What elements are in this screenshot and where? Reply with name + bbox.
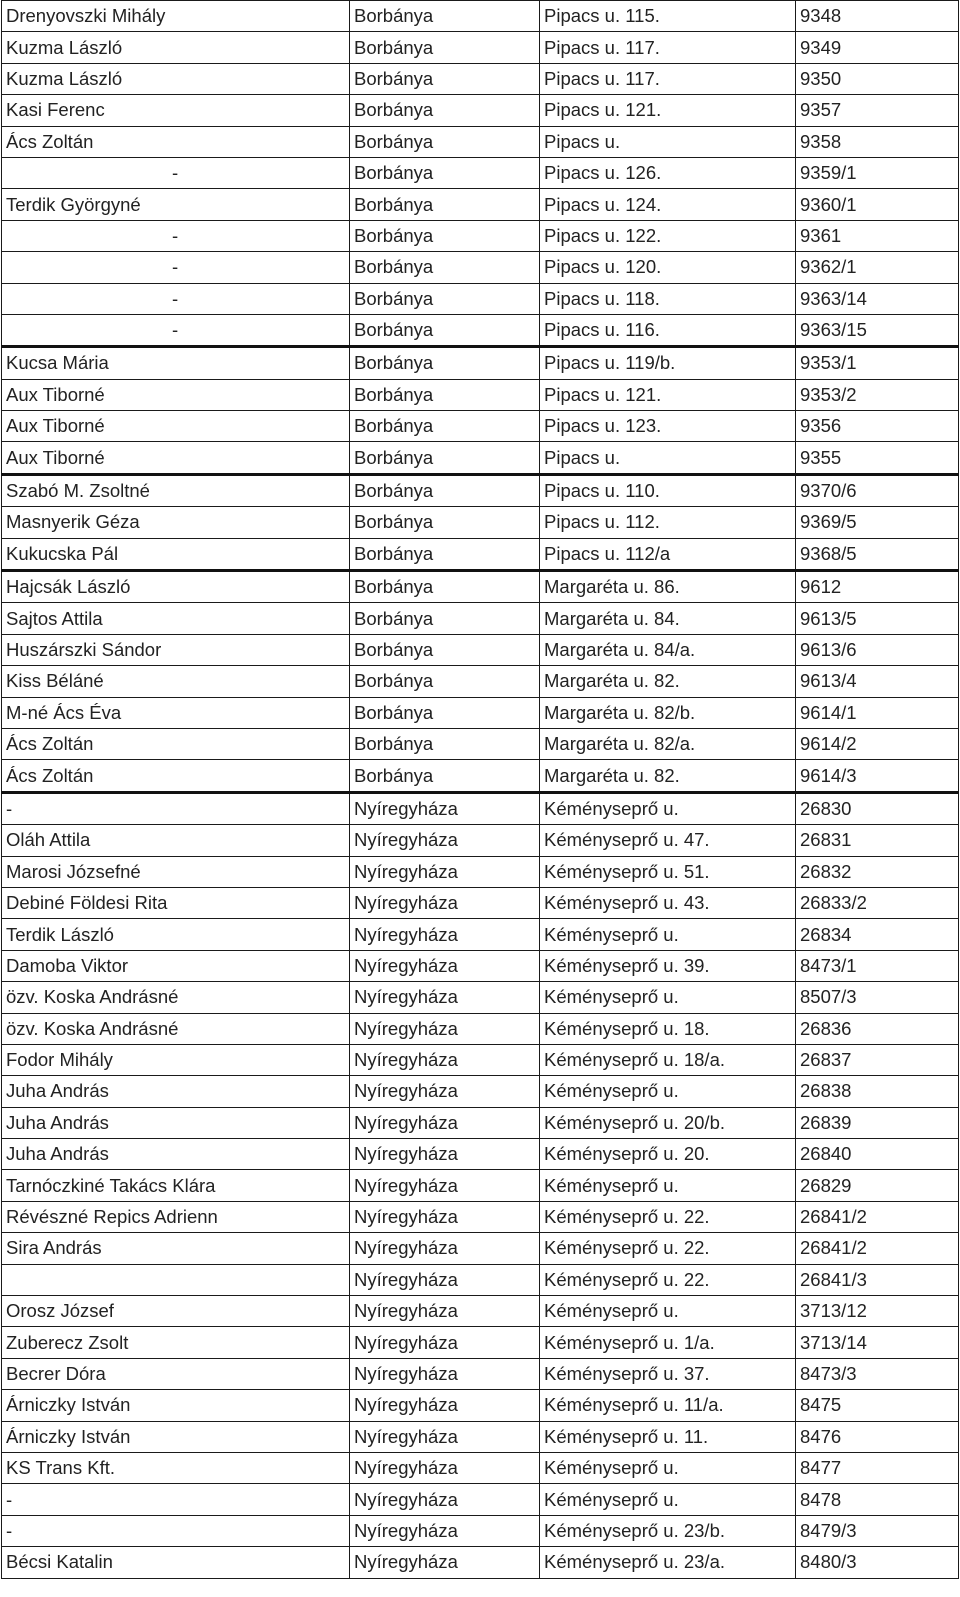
table-row <box>2 634 959 665</box>
table-row <box>2 1264 959 1295</box>
street-cell: Kéményseprő u. 23/b. <box>540 1515 796 1546</box>
street-cell: Kéményseprő u. 22. <box>540 1233 796 1264</box>
owner-cell: Révészné Repics Adrienn <box>2 1201 350 1232</box>
table-row <box>2 32 959 63</box>
street-cell: Kéményseprő u. 22. <box>540 1264 796 1295</box>
city-cell: Borbánya <box>350 189 540 220</box>
parcel-cell: 9361 <box>796 220 959 251</box>
city-cell: Nyíregyháza <box>350 792 540 824</box>
street-cell: Margaréta u. 86. <box>540 571 796 603</box>
parcel-cell: 9359/1 <box>796 157 959 188</box>
city-cell: Borbánya <box>350 126 540 157</box>
parcel-cell: 9355 <box>796 442 959 474</box>
parcel-cell: 9363/14 <box>796 283 959 314</box>
table-row <box>2 189 959 220</box>
table-row <box>2 1 959 32</box>
table-row <box>2 1044 959 1075</box>
street-cell: Pipacs u. 118. <box>540 283 796 314</box>
city-cell: Borbánya <box>350 760 540 792</box>
street-cell: Kéményseprő u. <box>540 1170 796 1201</box>
table-row <box>2 603 959 634</box>
street-cell: Margaréta u. 84. <box>540 603 796 634</box>
owner-cell: Juha András <box>2 1139 350 1170</box>
street-cell: Margaréta u. 82. <box>540 760 796 792</box>
city-cell: Nyíregyháza <box>350 1264 540 1295</box>
street-cell: Margaréta u. 82/a. <box>540 728 796 759</box>
city-cell: Nyíregyháza <box>350 1233 540 1264</box>
parcel-cell: 8479/3 <box>796 1515 959 1546</box>
city-cell: Nyíregyháza <box>350 1327 540 1358</box>
table-row <box>2 1515 959 1546</box>
city-cell: Nyíregyháza <box>350 1484 540 1515</box>
table-row <box>2 283 959 314</box>
parcel-cell: 9353/1 <box>796 347 959 379</box>
owner-cell: Árniczky István <box>2 1421 350 1452</box>
street-cell: Pipacs u. 121. <box>540 379 796 410</box>
parcel-cell: 26831 <box>796 825 959 856</box>
owner-cell: Drenyovszki Mihály <box>2 1 350 32</box>
owner-cell: Zuberecz Zsolt <box>2 1327 350 1358</box>
table-row <box>2 347 959 379</box>
city-cell: Nyíregyháza <box>350 1201 540 1232</box>
table-row <box>2 220 959 251</box>
parcel-cell: 9357 <box>796 95 959 126</box>
street-cell: Kéményseprő u. <box>540 1452 796 1483</box>
table-row <box>2 1170 959 1201</box>
city-cell: Nyíregyháza <box>350 856 540 887</box>
parcel-cell: 26839 <box>796 1107 959 1138</box>
table-row <box>2 760 959 792</box>
table-row <box>2 95 959 126</box>
street-cell: Pipacs u. 117. <box>540 63 796 94</box>
parcel-cell: 9356 <box>796 411 959 442</box>
parcel-cell: 9362/1 <box>796 252 959 283</box>
table-row <box>2 728 959 759</box>
street-cell: Pipacs u. 119/b. <box>540 347 796 379</box>
table-row <box>2 887 959 918</box>
street-cell: Pipacs u. 123. <box>540 411 796 442</box>
city-cell: Borbánya <box>350 314 540 346</box>
parcel-cell: 9370/6 <box>796 474 959 506</box>
owner-cell: Kiss Béláné <box>2 666 350 697</box>
owner-cell: - <box>2 792 350 824</box>
city-cell: Borbánya <box>350 157 540 188</box>
owner-cell: Aux Tiborné <box>2 442 350 474</box>
street-cell: Margaréta u. 82. <box>540 666 796 697</box>
owner-cell: Damoba Viktor <box>2 950 350 981</box>
owner-cell: M-né Ács Éva <box>2 697 350 728</box>
city-cell: Nyíregyháza <box>350 1296 540 1327</box>
table-row <box>2 1013 959 1044</box>
city-cell: Borbánya <box>350 442 540 474</box>
table-row <box>2 314 959 346</box>
parcel-cell: 9612 <box>796 571 959 603</box>
parcel-cell: 26836 <box>796 1013 959 1044</box>
owner-cell: Tarnóczkiné Takács Klára <box>2 1170 350 1201</box>
table-row <box>2 411 959 442</box>
table-row <box>2 856 959 887</box>
parcel-cell: 9360/1 <box>796 189 959 220</box>
city-cell: Borbánya <box>350 379 540 410</box>
owner-cell: Fodor Mihály <box>2 1044 350 1075</box>
table-row <box>2 1421 959 1452</box>
street-cell: Pipacs u. 126. <box>540 157 796 188</box>
parcel-cell: 26832 <box>796 856 959 887</box>
parcel-cell: 9614/2 <box>796 728 959 759</box>
owner-cell: Oláh Attila <box>2 825 350 856</box>
owner-cell: Huszárszki Sándor <box>2 634 350 665</box>
owner-cell: Hajcsák László <box>2 571 350 603</box>
city-cell: Borbánya <box>350 571 540 603</box>
parcel-cell: 9613/5 <box>796 603 959 634</box>
street-cell: Kéményseprő u. <box>540 1296 796 1327</box>
parcel-cell: 26841/2 <box>796 1201 959 1232</box>
parcel-cell: 26841/2 <box>796 1233 959 1264</box>
parcel-cell: 8475 <box>796 1390 959 1421</box>
owner-cell: Becrer Dóra <box>2 1358 350 1389</box>
street-cell: Pipacs u. 122. <box>540 220 796 251</box>
street-cell: Kéményseprő u. 20/b. <box>540 1107 796 1138</box>
owner-cell: Kuzma László <box>2 63 350 94</box>
city-cell: Borbánya <box>350 507 540 538</box>
table-row <box>2 1233 959 1264</box>
street-cell: Pipacs u. <box>540 442 796 474</box>
street-cell: Kéményseprő u. 22. <box>540 1201 796 1232</box>
table-row <box>2 1201 959 1232</box>
table-row <box>2 538 959 570</box>
owner-cell: - <box>2 1515 350 1546</box>
table-row <box>2 1484 959 1515</box>
city-cell: Nyíregyháza <box>350 1044 540 1075</box>
city-cell: Borbánya <box>350 347 540 379</box>
street-cell: Pipacs u. 115. <box>540 1 796 32</box>
parcel-cell: 26830 <box>796 792 959 824</box>
table-row <box>2 666 959 697</box>
street-cell: Kéményseprő u. 47. <box>540 825 796 856</box>
city-cell: Borbánya <box>350 474 540 506</box>
owner-cell: özv. Koska Andrásné <box>2 982 350 1013</box>
city-cell: Nyíregyháza <box>350 887 540 918</box>
city-cell: Nyíregyháza <box>350 1547 540 1578</box>
parcel-cell: 8478 <box>796 1484 959 1515</box>
owner-cell: Ács Zoltán <box>2 760 350 792</box>
table-row <box>2 1547 959 1578</box>
street-cell: Pipacs u. <box>540 126 796 157</box>
parcel-cell: 9348 <box>796 1 959 32</box>
city-cell: Nyíregyháza <box>350 982 540 1013</box>
street-cell: Kéményseprő u. 37. <box>540 1358 796 1389</box>
owner-cell: Aux Tiborné <box>2 379 350 410</box>
parcel-cell: 9613/4 <box>796 666 959 697</box>
street-cell: Pipacs u. 120. <box>540 252 796 283</box>
street-cell: Kéményseprő u. 11/a. <box>540 1390 796 1421</box>
parcel-cell: 8480/3 <box>796 1547 959 1578</box>
city-cell: Borbánya <box>350 634 540 665</box>
city-cell: Borbánya <box>350 666 540 697</box>
parcel-cell: 26833/2 <box>796 887 959 918</box>
owner-cell: Kasi Ferenc <box>2 95 350 126</box>
city-cell: Nyíregyháza <box>350 1139 540 1170</box>
city-cell: Borbánya <box>350 603 540 634</box>
street-cell: Kéményseprő u. 23/a. <box>540 1547 796 1578</box>
owner-cell: - <box>2 220 350 251</box>
city-cell: Nyíregyháza <box>350 1515 540 1546</box>
property-table-body <box>2 1 959 1579</box>
owner-cell: - <box>2 157 350 188</box>
table-row <box>2 1296 959 1327</box>
table-row <box>2 252 959 283</box>
parcel-cell: 26838 <box>796 1076 959 1107</box>
table-row <box>2 697 959 728</box>
street-cell: Kéményseprő u. <box>540 982 796 1013</box>
city-cell: Borbánya <box>350 63 540 94</box>
table-row <box>2 792 959 824</box>
city-cell: Nyíregyháza <box>350 1107 540 1138</box>
owner-cell: Kuzma László <box>2 32 350 63</box>
owner-cell: Aux Tiborné <box>2 411 350 442</box>
owner-cell <box>2 1264 350 1295</box>
parcel-cell: 26840 <box>796 1139 959 1170</box>
parcel-cell: 26841/3 <box>796 1264 959 1295</box>
parcel-cell: 9353/2 <box>796 379 959 410</box>
street-cell: Pipacs u. 110. <box>540 474 796 506</box>
table-row <box>2 126 959 157</box>
owner-cell: Debiné Földesi Rita <box>2 887 350 918</box>
table-row <box>2 474 959 506</box>
parcel-cell: 8477 <box>796 1452 959 1483</box>
street-cell: Pipacs u. 112. <box>540 507 796 538</box>
street-cell: Kéményseprő u. <box>540 792 796 824</box>
street-cell: Kéményseprő u. 20. <box>540 1139 796 1170</box>
owner-cell: Sira András <box>2 1233 350 1264</box>
parcel-cell: 8473/3 <box>796 1358 959 1389</box>
street-cell: Kéményseprő u. 1/a. <box>540 1327 796 1358</box>
owner-cell: - <box>2 1484 350 1515</box>
city-cell: Borbánya <box>350 411 540 442</box>
city-cell: Borbánya <box>350 220 540 251</box>
street-cell: Kéményseprő u. 39. <box>540 950 796 981</box>
owner-cell: özv. Koska Andrásné <box>2 1013 350 1044</box>
street-cell: Pipacs u. 116. <box>540 314 796 346</box>
parcel-cell: 26829 <box>796 1170 959 1201</box>
table-row <box>2 571 959 603</box>
owner-cell: KS Trans Kft. <box>2 1452 350 1483</box>
owner-cell: Marosi Józsefné <box>2 856 350 887</box>
owner-cell: Masnyerik Géza <box>2 507 350 538</box>
street-cell: Kéményseprő u. 51. <box>540 856 796 887</box>
parcel-cell: 9350 <box>796 63 959 94</box>
parcel-cell: 9363/15 <box>796 314 959 346</box>
parcel-cell: 9369/5 <box>796 507 959 538</box>
owner-cell: Árniczky István <box>2 1390 350 1421</box>
city-cell: Borbánya <box>350 538 540 570</box>
owner-cell: Juha András <box>2 1076 350 1107</box>
street-cell: Margaréta u. 82/b. <box>540 697 796 728</box>
table-row <box>2 1390 959 1421</box>
city-cell: Nyíregyháza <box>350 1421 540 1452</box>
table-row <box>2 825 959 856</box>
parcel-cell: 9614/3 <box>796 760 959 792</box>
parcel-cell: 8473/1 <box>796 950 959 981</box>
owner-cell: Terdik Györgyné <box>2 189 350 220</box>
table-row <box>2 982 959 1013</box>
street-cell: Kéményseprő u. 18. <box>540 1013 796 1044</box>
parcel-cell: 8507/3 <box>796 982 959 1013</box>
street-cell: Pipacs u. 121. <box>540 95 796 126</box>
owner-cell: Ács Zoltán <box>2 728 350 759</box>
street-cell: Pipacs u. 117. <box>540 32 796 63</box>
city-cell: Nyíregyháza <box>350 919 540 950</box>
parcel-cell: 9358 <box>796 126 959 157</box>
owner-cell: Terdik László <box>2 919 350 950</box>
table-row <box>2 1139 959 1170</box>
city-cell: Nyíregyháza <box>350 950 540 981</box>
owner-cell: Ács Zoltán <box>2 126 350 157</box>
parcel-cell: 26837 <box>796 1044 959 1075</box>
table-row <box>2 379 959 410</box>
owner-cell: Kukucska Pál <box>2 538 350 570</box>
city-cell: Borbánya <box>350 697 540 728</box>
parcel-cell: 3713/14 <box>796 1327 959 1358</box>
owner-cell: Bécsi Katalin <box>2 1547 350 1578</box>
city-cell: Nyíregyháza <box>350 825 540 856</box>
parcel-cell: 3713/12 <box>796 1296 959 1327</box>
city-cell: Nyíregyháza <box>350 1358 540 1389</box>
table-row <box>2 1076 959 1107</box>
parcel-cell: 26834 <box>796 919 959 950</box>
street-cell: Kéményseprő u. <box>540 1484 796 1515</box>
parcel-cell: 9349 <box>796 32 959 63</box>
table-row <box>2 1107 959 1138</box>
owner-cell: Kucsa Mária <box>2 347 350 379</box>
table-row <box>2 157 959 188</box>
parcel-cell: 9614/1 <box>796 697 959 728</box>
parcel-cell: 8476 <box>796 1421 959 1452</box>
city-cell: Nyíregyháza <box>350 1452 540 1483</box>
street-cell: Kéményseprő u. <box>540 919 796 950</box>
city-cell: Nyíregyháza <box>350 1076 540 1107</box>
street-cell: Kéményseprő u. <box>540 1076 796 1107</box>
city-cell: Borbánya <box>350 728 540 759</box>
owner-cell: - <box>2 314 350 346</box>
street-cell: Kéményseprő u. 11. <box>540 1421 796 1452</box>
owner-cell: - <box>2 252 350 283</box>
parcel-cell: 9368/5 <box>796 538 959 570</box>
street-cell: Pipacs u. 112/a <box>540 538 796 570</box>
owner-cell: Szabó M. Zsoltné <box>2 474 350 506</box>
city-cell: Nyíregyháza <box>350 1170 540 1201</box>
city-cell: Borbánya <box>350 32 540 63</box>
city-cell: Nyíregyháza <box>350 1390 540 1421</box>
owner-cell: Juha András <box>2 1107 350 1138</box>
street-cell: Margaréta u. 84/a. <box>540 634 796 665</box>
city-cell: Borbánya <box>350 283 540 314</box>
table-row <box>2 507 959 538</box>
table-row <box>2 919 959 950</box>
table-row <box>2 950 959 981</box>
owner-cell: Orosz József <box>2 1296 350 1327</box>
table-row <box>2 442 959 474</box>
table-row <box>2 1358 959 1389</box>
table-row <box>2 63 959 94</box>
owner-cell: - <box>2 283 350 314</box>
city-cell: Borbánya <box>350 1 540 32</box>
street-cell: Kéményseprő u. 18/a. <box>540 1044 796 1075</box>
street-cell: Kéményseprő u. 43. <box>540 887 796 918</box>
table-row <box>2 1327 959 1358</box>
table-row <box>2 1452 959 1483</box>
city-cell: Borbánya <box>350 95 540 126</box>
city-cell: Nyíregyháza <box>350 1013 540 1044</box>
city-cell: Borbánya <box>350 252 540 283</box>
owner-cell: Sajtos Attila <box>2 603 350 634</box>
parcel-cell: 9613/6 <box>796 634 959 665</box>
property-table <box>1 0 959 1579</box>
street-cell: Pipacs u. 124. <box>540 189 796 220</box>
